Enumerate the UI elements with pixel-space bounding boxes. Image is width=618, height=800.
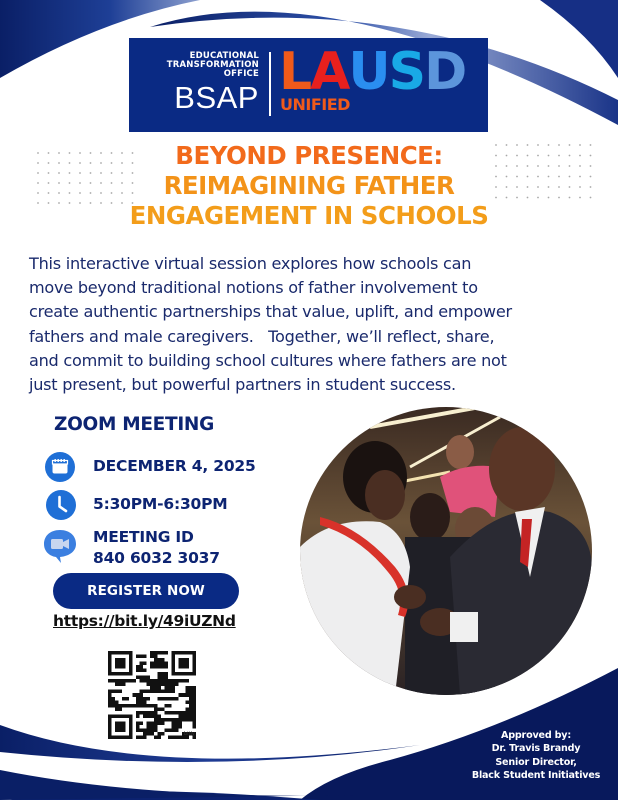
description-line: create authentic partnerships that value, uplift, and empower (29, 302, 512, 322)
title-line-3: ENGAGEMENT IN SCHOOLS (129, 201, 489, 230)
office-line-3: OFFICE (223, 69, 259, 79)
lausd-letter-l: L (279, 42, 311, 102)
office-line-2: TRANSFORMATION (166, 60, 259, 70)
logo-divider (269, 52, 271, 116)
event-photo (300, 407, 592, 695)
event-time: 5:30PM-6:30PM (93, 495, 228, 513)
description-line: move beyond traditional notions of father involvement to (29, 278, 478, 298)
bsap-wordmark: BSAP (174, 80, 259, 115)
title-line-1: BEYOND PRESENCE: (175, 141, 443, 170)
meeting-id-label: MEETING ID (93, 528, 194, 546)
lausd-letter-u: U (348, 42, 389, 102)
zoom-meeting-heading: ZOOM MEETING (54, 414, 214, 435)
video-camera-icon (42, 528, 78, 564)
title-line-2: REIMAGINING FATHER (163, 171, 455, 200)
approver-department: Black Student Initiatives (471, 769, 601, 781)
event-description (29, 252, 604, 397)
clock-icon (46, 490, 76, 520)
lausd-letter-s: S (388, 42, 425, 102)
register-now-button[interactable]: REGISTER NOW (53, 573, 239, 609)
bitly-brand: bitly (184, 731, 195, 737)
meeting-id-value: 840 6032 3037 (93, 549, 220, 567)
approver-name: Dr. Travis Brandy (491, 743, 581, 755)
approval-block (468, 729, 604, 782)
lausd-letter-a: A (310, 42, 349, 102)
qr-code[interactable] (108, 651, 196, 739)
approver-title: Senior Director, (495, 756, 577, 768)
description-line: fathers and male caregivers. Together, we’ll reflect, share, (29, 326, 495, 346)
unified-wordmark: UNIFIED (280, 95, 350, 114)
description-line: just present, but powerful partners in student success. (29, 375, 456, 395)
event-date: DECEMBER 4, 2025 (93, 457, 256, 475)
lausd-wordmark (279, 44, 465, 100)
bsap-logo (147, 52, 259, 115)
office-line-1: EDUCATIONAL (189, 51, 259, 61)
lausd-bsap-logo (129, 38, 488, 132)
description-line: This interactive virtual session explores how schools can (29, 254, 472, 273)
calendar-icon (45, 452, 75, 482)
description-line: and commit to building school cultures where fathers are not (29, 350, 507, 370)
lausd-letter-d: D (424, 42, 466, 102)
registration-link[interactable]: https://bit.ly/49iUZNd (53, 612, 236, 630)
approved-by-label: Approved by: (500, 730, 571, 741)
